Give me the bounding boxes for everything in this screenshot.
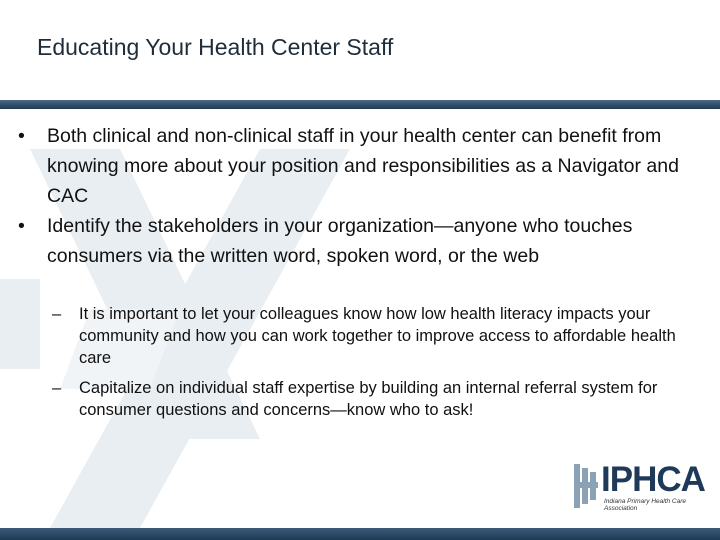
slide-title-area: [0, 0, 720, 100]
sub-bullet-item: [52, 377, 699, 421]
sub-bullet-marker: –: [52, 305, 62, 323]
sub-bullet-text: It is important to let your colleagues know how low health literacy impacts your community and how you can work together to improve access to affordable health care: [79, 305, 676, 367]
sub-bullet-text: Capitalize on individual staff expertise by building an internal referral system for consumer questions and concerns—know who to ask!: [79, 379, 658, 419]
iphca-logo: [574, 460, 705, 516]
slide-content: [0, 117, 720, 437]
bullet-text: Both clinical and non-clinical staff in your health center can benefit from knowing more about your position and responsibilities as a Navigator and CAC: [47, 125, 679, 207]
sub-bullet-item: [52, 303, 699, 369]
bullet-item: [18, 211, 697, 271]
sub-bullet-marker: –: [52, 379, 62, 397]
slide-title: Educating Your Health Center Staff: [37, 34, 394, 60]
logo-tagline: Indiana Primary Health Care Association: [604, 498, 687, 512]
header-rule: [0, 100, 720, 109]
logo-mark-icon: [574, 464, 600, 508]
bullet-marker: •: [18, 125, 25, 147]
logo-wordmark: IPHCA: [601, 460, 705, 499]
bullet-item: [18, 121, 697, 211]
footer-rule: [0, 528, 720, 540]
bullet-marker: •: [18, 215, 25, 237]
bullet-text: Identify the stakeholders in your organization—anyone who touches consumers via the written word, spoken word, or the web: [47, 215, 633, 267]
